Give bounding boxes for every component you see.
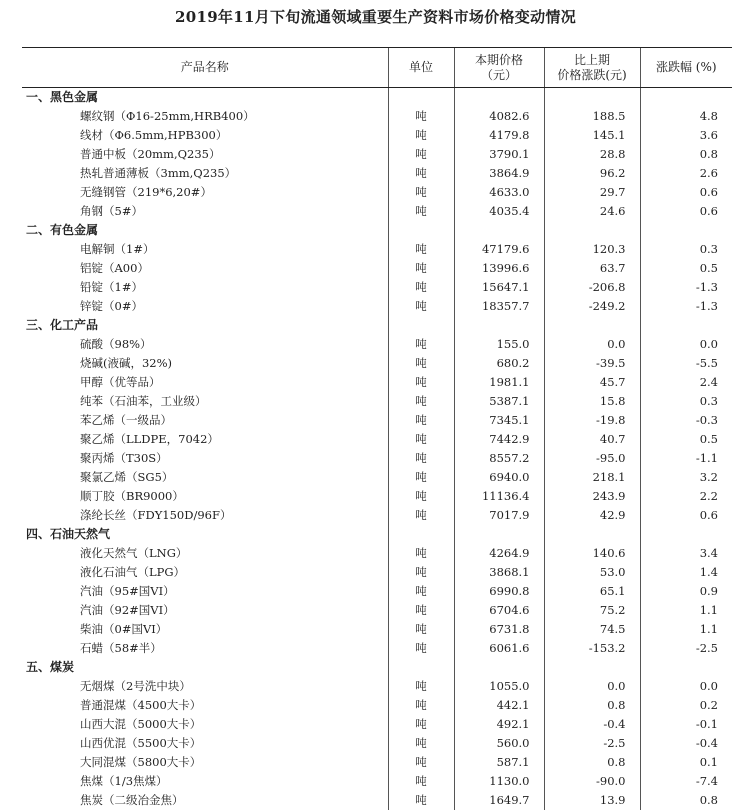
product-name: 纯苯（石油苯，工业级） bbox=[22, 392, 388, 411]
product-unit: 吨 bbox=[388, 126, 454, 145]
product-unit: 吨 bbox=[388, 563, 454, 582]
product-name: 聚丙烯（T30S） bbox=[22, 449, 388, 468]
current-price: 1981.1 bbox=[454, 373, 544, 392]
change-percent: 1.1 bbox=[640, 620, 732, 639]
table-row bbox=[22, 734, 732, 753]
price-change: 188.5 bbox=[544, 107, 640, 126]
current-price: 3790.1 bbox=[454, 145, 544, 164]
table-row bbox=[22, 468, 732, 487]
product-name: 柴油（0#国VI） bbox=[22, 620, 388, 639]
price-change: 13.9 bbox=[544, 791, 640, 810]
category-title: 四、石油天然气 bbox=[22, 525, 388, 544]
change-percent: 4.8 bbox=[640, 107, 732, 126]
price-change: 24.6 bbox=[544, 202, 640, 221]
price-change: 29.7 bbox=[544, 183, 640, 202]
table-row bbox=[22, 544, 732, 563]
category-row bbox=[22, 525, 732, 544]
table-row bbox=[22, 107, 732, 126]
table-row bbox=[22, 772, 732, 791]
price-change: 75.2 bbox=[544, 601, 640, 620]
current-price: 3864.9 bbox=[454, 164, 544, 183]
current-price: 6731.8 bbox=[454, 620, 544, 639]
change-percent: 0.5 bbox=[640, 259, 732, 278]
table-body bbox=[22, 88, 732, 810]
product-name: 聚氯乙烯（SG5） bbox=[22, 468, 388, 487]
product-name: 焦煤（1/3焦煤） bbox=[22, 772, 388, 791]
current-price: 492.1 bbox=[454, 715, 544, 734]
current-price: 18357.7 bbox=[454, 297, 544, 316]
price-change: 0.8 bbox=[544, 753, 640, 772]
product-name: 角钢（5#） bbox=[22, 202, 388, 221]
price-change: 63.7 bbox=[544, 259, 640, 278]
product-name: 山西优混（5500大卡） bbox=[22, 734, 388, 753]
product-unit: 吨 bbox=[388, 734, 454, 753]
table-row bbox=[22, 430, 732, 449]
change-percent: 0.2 bbox=[640, 696, 732, 715]
page-title: 2019年11月下旬流通领域重要生产资料市场价格变动情况 bbox=[0, 6, 751, 27]
product-name: 液化天然气（LNG） bbox=[22, 544, 388, 563]
product-name: 无缝钢管（219*6,20#） bbox=[22, 183, 388, 202]
table-row bbox=[22, 411, 732, 430]
product-unit: 吨 bbox=[388, 677, 454, 696]
current-price: 13996.6 bbox=[454, 259, 544, 278]
change-percent: 0.5 bbox=[640, 430, 732, 449]
change-percent: 0.6 bbox=[640, 202, 732, 221]
category-blank-change bbox=[544, 221, 640, 240]
category-blank-pct bbox=[640, 525, 732, 544]
current-price: 1055.0 bbox=[454, 677, 544, 696]
category-blank-unit bbox=[388, 525, 454, 544]
change-percent: 0.1 bbox=[640, 753, 732, 772]
product-unit: 吨 bbox=[388, 468, 454, 487]
product-unit: 吨 bbox=[388, 354, 454, 373]
table-row bbox=[22, 601, 732, 620]
category-blank-change bbox=[544, 525, 640, 544]
product-unit: 吨 bbox=[388, 582, 454, 601]
current-price: 7345.1 bbox=[454, 411, 544, 430]
current-price: 4264.9 bbox=[454, 544, 544, 563]
product-unit: 吨 bbox=[388, 373, 454, 392]
header-name: 产品名称 bbox=[22, 48, 388, 88]
product-name: 铝锭（A00） bbox=[22, 259, 388, 278]
header-price bbox=[454, 48, 544, 88]
product-name: 聚乙烯（LLDPE，7042） bbox=[22, 430, 388, 449]
category-blank-pct bbox=[640, 88, 732, 108]
change-percent: 0.8 bbox=[640, 145, 732, 164]
table-row bbox=[22, 126, 732, 145]
product-unit: 吨 bbox=[388, 639, 454, 658]
product-name: 普通混煤（4500大卡） bbox=[22, 696, 388, 715]
table-row bbox=[22, 487, 732, 506]
product-unit: 吨 bbox=[388, 335, 454, 354]
table-row bbox=[22, 297, 732, 316]
table-row bbox=[22, 563, 732, 582]
price-change: -90.0 bbox=[544, 772, 640, 791]
category-row bbox=[22, 658, 732, 677]
table-row bbox=[22, 183, 732, 202]
product-unit: 吨 bbox=[388, 430, 454, 449]
table-row bbox=[22, 164, 732, 183]
product-name: 汽油（92#国VI） bbox=[22, 601, 388, 620]
category-blank-unit bbox=[388, 88, 454, 108]
price-change: 243.9 bbox=[544, 487, 640, 506]
current-price: 1130.0 bbox=[454, 772, 544, 791]
change-percent: 0.8 bbox=[640, 791, 732, 810]
product-unit: 吨 bbox=[388, 449, 454, 468]
price-change: 40.7 bbox=[544, 430, 640, 449]
change-percent: 2.6 bbox=[640, 164, 732, 183]
header-price-line2: （元） bbox=[481, 68, 517, 82]
price-change: 0.0 bbox=[544, 677, 640, 696]
change-percent: -5.5 bbox=[640, 354, 732, 373]
product-unit: 吨 bbox=[388, 487, 454, 506]
product-name: 电解铜（1#） bbox=[22, 240, 388, 259]
header-row bbox=[22, 48, 732, 88]
change-percent: -0.4 bbox=[640, 734, 732, 753]
table-row bbox=[22, 791, 732, 810]
product-unit: 吨 bbox=[388, 715, 454, 734]
change-percent: 0.6 bbox=[640, 183, 732, 202]
product-unit: 吨 bbox=[388, 411, 454, 430]
category-title: 一、黑色金属 bbox=[22, 88, 388, 108]
change-percent: 0.3 bbox=[640, 240, 732, 259]
current-price: 6061.6 bbox=[454, 639, 544, 658]
product-name: 汽油（95#国VI） bbox=[22, 582, 388, 601]
product-unit: 吨 bbox=[388, 601, 454, 620]
product-unit: 吨 bbox=[388, 544, 454, 563]
product-name: 顺丁胶（BR9000） bbox=[22, 487, 388, 506]
category-blank-price bbox=[454, 316, 544, 335]
product-name: 液化石油气（LPG） bbox=[22, 563, 388, 582]
table-row bbox=[22, 449, 732, 468]
product-unit: 吨 bbox=[388, 791, 454, 810]
product-unit: 吨 bbox=[388, 183, 454, 202]
category-row bbox=[22, 316, 732, 335]
price-change: 120.3 bbox=[544, 240, 640, 259]
product-name: 涤纶长丝（FDY150D/96F） bbox=[22, 506, 388, 525]
product-unit: 吨 bbox=[388, 753, 454, 772]
price-change: 65.1 bbox=[544, 582, 640, 601]
change-percent: -7.4 bbox=[640, 772, 732, 791]
price-change: 45.7 bbox=[544, 373, 640, 392]
category-blank-pct bbox=[640, 221, 732, 240]
category-blank-unit bbox=[388, 658, 454, 677]
category-blank-price bbox=[454, 88, 544, 108]
product-name: 甲醇（优等品） bbox=[22, 373, 388, 392]
table-row bbox=[22, 696, 732, 715]
category-blank-price bbox=[454, 525, 544, 544]
product-unit: 吨 bbox=[388, 392, 454, 411]
product-unit: 吨 bbox=[388, 202, 454, 221]
category-blank-price bbox=[454, 658, 544, 677]
change-percent: 2.4 bbox=[640, 373, 732, 392]
product-unit: 吨 bbox=[388, 107, 454, 126]
product-unit: 吨 bbox=[388, 620, 454, 639]
category-blank-pct bbox=[640, 658, 732, 677]
current-price: 560.0 bbox=[454, 734, 544, 753]
category-title: 二、有色金属 bbox=[22, 221, 388, 240]
price-change: 42.9 bbox=[544, 506, 640, 525]
price-change: -0.4 bbox=[544, 715, 640, 734]
price-table bbox=[22, 47, 732, 810]
price-change: -2.5 bbox=[544, 734, 640, 753]
current-price: 4035.4 bbox=[454, 202, 544, 221]
category-blank-change bbox=[544, 658, 640, 677]
table-row bbox=[22, 240, 732, 259]
table-row bbox=[22, 677, 732, 696]
price-change: 0.8 bbox=[544, 696, 640, 715]
change-percent: 1.1 bbox=[640, 601, 732, 620]
price-change: -39.5 bbox=[544, 354, 640, 373]
table-row bbox=[22, 639, 732, 658]
product-unit: 吨 bbox=[388, 145, 454, 164]
current-price: 6704.6 bbox=[454, 601, 544, 620]
change-percent: 3.2 bbox=[640, 468, 732, 487]
change-percent: -2.5 bbox=[640, 639, 732, 658]
product-name: 硫酸（98%） bbox=[22, 335, 388, 354]
product-name: 山西大混（5000大卡） bbox=[22, 715, 388, 734]
product-name: 普通中板（20mm,Q235） bbox=[22, 145, 388, 164]
current-price: 15647.1 bbox=[454, 278, 544, 297]
current-price: 4633.0 bbox=[454, 183, 544, 202]
current-price: 587.1 bbox=[454, 753, 544, 772]
product-name: 铅锭（1#） bbox=[22, 278, 388, 297]
table-row bbox=[22, 582, 732, 601]
category-row bbox=[22, 88, 732, 108]
current-price: 680.2 bbox=[454, 354, 544, 373]
product-name: 热轧普通薄板（3mm,Q235） bbox=[22, 164, 388, 183]
product-name: 苯乙烯（一级品） bbox=[22, 411, 388, 430]
product-name: 大同混煤（5800大卡） bbox=[22, 753, 388, 772]
price-change: -249.2 bbox=[544, 297, 640, 316]
product-name: 石蜡（58#半） bbox=[22, 639, 388, 658]
product-name: 线材（Φ6.5mm,HPB300） bbox=[22, 126, 388, 145]
price-change: 140.6 bbox=[544, 544, 640, 563]
product-unit: 吨 bbox=[388, 259, 454, 278]
current-price: 3868.1 bbox=[454, 563, 544, 582]
category-blank-change bbox=[544, 316, 640, 335]
product-unit: 吨 bbox=[388, 506, 454, 525]
change-percent: 0.9 bbox=[640, 582, 732, 601]
header-price-line1: 本期价格 bbox=[475, 53, 523, 67]
price-change: 0.0 bbox=[544, 335, 640, 354]
product-unit: 吨 bbox=[388, 164, 454, 183]
change-percent: 0.0 bbox=[640, 677, 732, 696]
category-title: 三、化工产品 bbox=[22, 316, 388, 335]
current-price: 155.0 bbox=[454, 335, 544, 354]
price-change: 28.8 bbox=[544, 145, 640, 164]
category-blank-unit bbox=[388, 221, 454, 240]
price-change: 74.5 bbox=[544, 620, 640, 639]
table-row bbox=[22, 354, 732, 373]
current-price: 8557.2 bbox=[454, 449, 544, 468]
change-percent: 2.2 bbox=[640, 487, 732, 506]
change-percent: -1.1 bbox=[640, 449, 732, 468]
current-price: 6940.0 bbox=[454, 468, 544, 487]
table-row bbox=[22, 506, 732, 525]
product-unit: 吨 bbox=[388, 240, 454, 259]
change-percent: 0.0 bbox=[640, 335, 732, 354]
change-percent: -1.3 bbox=[640, 297, 732, 316]
change-percent: -1.3 bbox=[640, 278, 732, 297]
table-row bbox=[22, 392, 732, 411]
table-row bbox=[22, 620, 732, 639]
header-change-line2: 价格涨跌(元) bbox=[557, 68, 626, 82]
change-percent: 3.4 bbox=[640, 544, 732, 563]
current-price: 11136.4 bbox=[454, 487, 544, 506]
table-row bbox=[22, 202, 732, 221]
product-name: 无烟煤（2号洗中块） bbox=[22, 677, 388, 696]
current-price: 5387.1 bbox=[454, 392, 544, 411]
category-blank-change bbox=[544, 88, 640, 108]
current-price: 4179.8 bbox=[454, 126, 544, 145]
category-blank-price bbox=[454, 221, 544, 240]
price-change: 218.1 bbox=[544, 468, 640, 487]
change-percent: 0.6 bbox=[640, 506, 732, 525]
current-price: 7442.9 bbox=[454, 430, 544, 449]
change-percent: 1.4 bbox=[640, 563, 732, 582]
price-change: 145.1 bbox=[544, 126, 640, 145]
table-row bbox=[22, 753, 732, 772]
category-title: 五、煤炭 bbox=[22, 658, 388, 677]
product-unit: 吨 bbox=[388, 772, 454, 791]
category-blank-unit bbox=[388, 316, 454, 335]
price-change: -206.8 bbox=[544, 278, 640, 297]
current-price: 7017.9 bbox=[454, 506, 544, 525]
table-row bbox=[22, 278, 732, 297]
category-row bbox=[22, 221, 732, 240]
header-unit: 单位 bbox=[388, 48, 454, 88]
table-row bbox=[22, 335, 732, 354]
header-change-line1: 比上期 bbox=[574, 53, 610, 67]
header-change bbox=[544, 48, 640, 88]
current-price: 6990.8 bbox=[454, 582, 544, 601]
product-name: 焦炭（二级冶金焦） bbox=[22, 791, 388, 810]
price-change: -95.0 bbox=[544, 449, 640, 468]
price-change: -19.8 bbox=[544, 411, 640, 430]
current-price: 442.1 bbox=[454, 696, 544, 715]
change-percent: 0.3 bbox=[640, 392, 732, 411]
price-change: 96.2 bbox=[544, 164, 640, 183]
change-percent: 3.6 bbox=[640, 126, 732, 145]
table-row bbox=[22, 145, 732, 164]
table-row bbox=[22, 259, 732, 278]
price-change: 53.0 bbox=[544, 563, 640, 582]
current-price: 4082.6 bbox=[454, 107, 544, 126]
table-row bbox=[22, 715, 732, 734]
header-pct: 涨跌幅 (%) bbox=[640, 48, 732, 88]
table-row bbox=[22, 373, 732, 392]
price-change: -153.2 bbox=[544, 639, 640, 658]
product-unit: 吨 bbox=[388, 696, 454, 715]
category-blank-pct bbox=[640, 316, 732, 335]
product-name: 锌锭（0#） bbox=[22, 297, 388, 316]
current-price: 47179.6 bbox=[454, 240, 544, 259]
product-unit: 吨 bbox=[388, 297, 454, 316]
current-price: 1649.7 bbox=[454, 791, 544, 810]
change-percent: -0.1 bbox=[640, 715, 732, 734]
product-name: 烧碱(液碱，32%) bbox=[22, 354, 388, 373]
change-percent: -0.3 bbox=[640, 411, 732, 430]
product-unit: 吨 bbox=[388, 278, 454, 297]
product-name: 螺纹钢（Φ16-25mm,HRB400） bbox=[22, 107, 388, 126]
price-change: 15.8 bbox=[544, 392, 640, 411]
